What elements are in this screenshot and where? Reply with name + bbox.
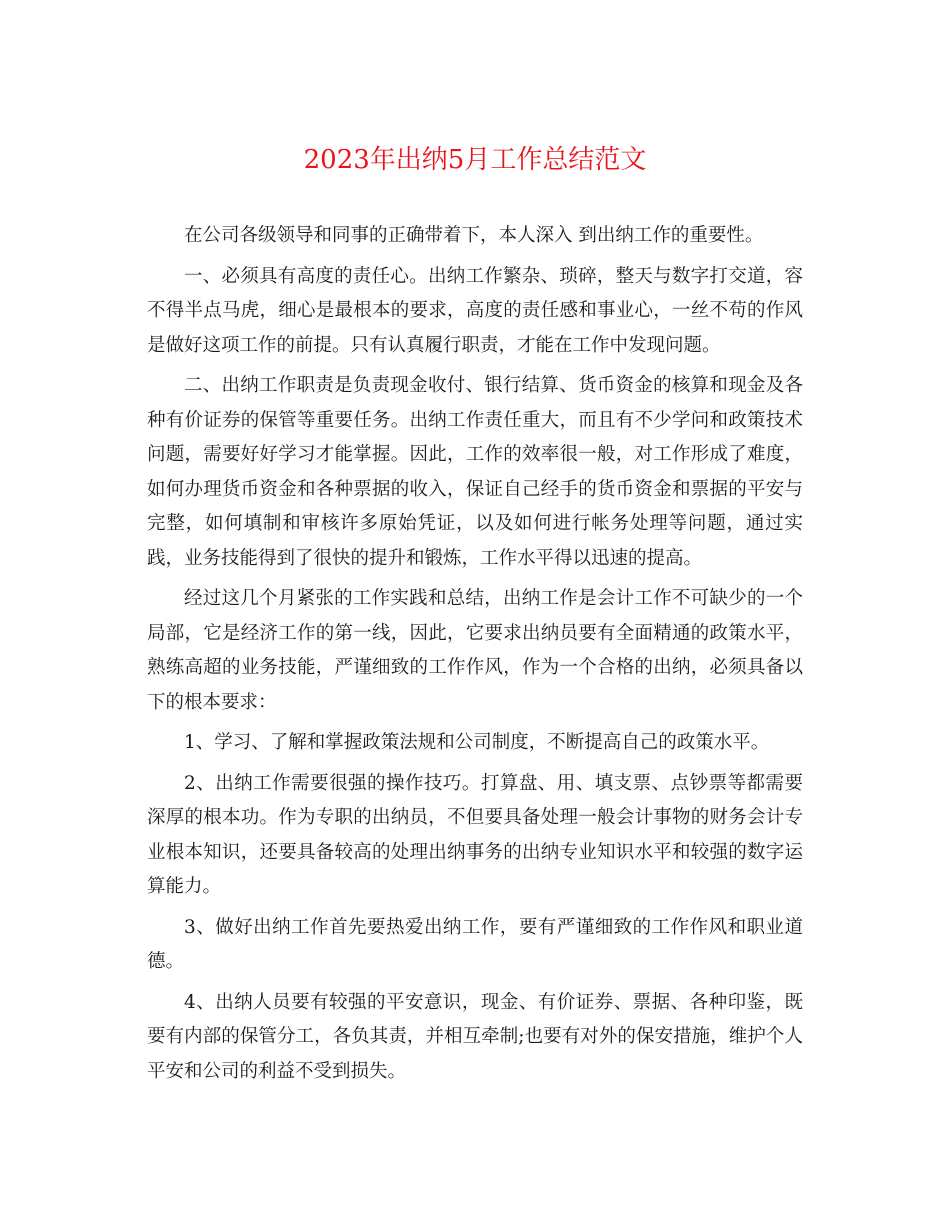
document-body: [147, 219, 803, 1089]
paragraph-responsibility: 一、必须具有高度的责任心。出纳工作繁杂、琐碎，整天与数字打交道，容不得半点马虎，细心是最根本的要求，高度的责任感和事业心，一丝不苟的作风是做好这项工作的前提。只有认真履行职责，才能在工作中发现问题。: [147, 265, 803, 356]
paragraph-summary: 经过这几个月紧张的工作实践和总结，出纳工作是会计工作不可缺少的一个局部，它是经济工作的第一线，因此，它要求出纳员要有全面精通的政策水平，熟练高超的业务技能，严谨细致的工作作风，作为一个合格的出纳，必须具备以下的根本要求：: [147, 588, 803, 713]
paragraph-requirement-4: 4、出纳人员要有较强的平安意识，现金、有价证券、票据、各种印鉴，既要有内部的保管分工，各负其责，并相互牵制;也要有对外的保安措施，维护个人平安和公司的利益不受到损失。: [147, 991, 803, 1082]
paragraph-requirement-3: 3、做好出纳工作首先要热爱出纳工作，要有严谨细致的工作作风和职业道德。: [147, 916, 803, 972]
paragraph-requirement-1: 1、学习、了解和掌握政策法规和公司制度，不断提高自己的政策水平。: [184, 732, 770, 753]
paragraph-duties: 二、出纳工作职责是负责现金收付、银行结算、货币资金的核算和现金及各种有价证券的保管等重要任务。出纳工作责任重大，而且有不少学问和政策技术问题，需要好好学习才能掌握。因此，工作的效率很一般，对工作形成了难度，如何办理货币资金和各种票据的收入，保证自己经手的货币资金和票据的平安与完整，如何填制和审核许多原始凭证，以及如何进行帐务处理等问题，通过实践，业务技能得到了很快的提升和锻炼，工作水平得以迅速的提高。: [147, 375, 803, 569]
paragraph-requirement-2: 2、出纳工作需要很强的操作技巧。打算盘、用、填支票、点钞票等都需要深厚的根本功。作为专职的出纳员，不但要具备处理一般会计事物的财务会计专业根本知识，还要具备较高的处理出纳事务的出纳专业知识水平和较强的数字运算能力。: [147, 772, 803, 897]
paragraph-intro: 在公司各级领导和同事的正确带着下，本人深入 到出纳工作的重要性。: [184, 225, 764, 246]
document-title: 2023年出纳5月工作总结范文: [303, 145, 647, 175]
